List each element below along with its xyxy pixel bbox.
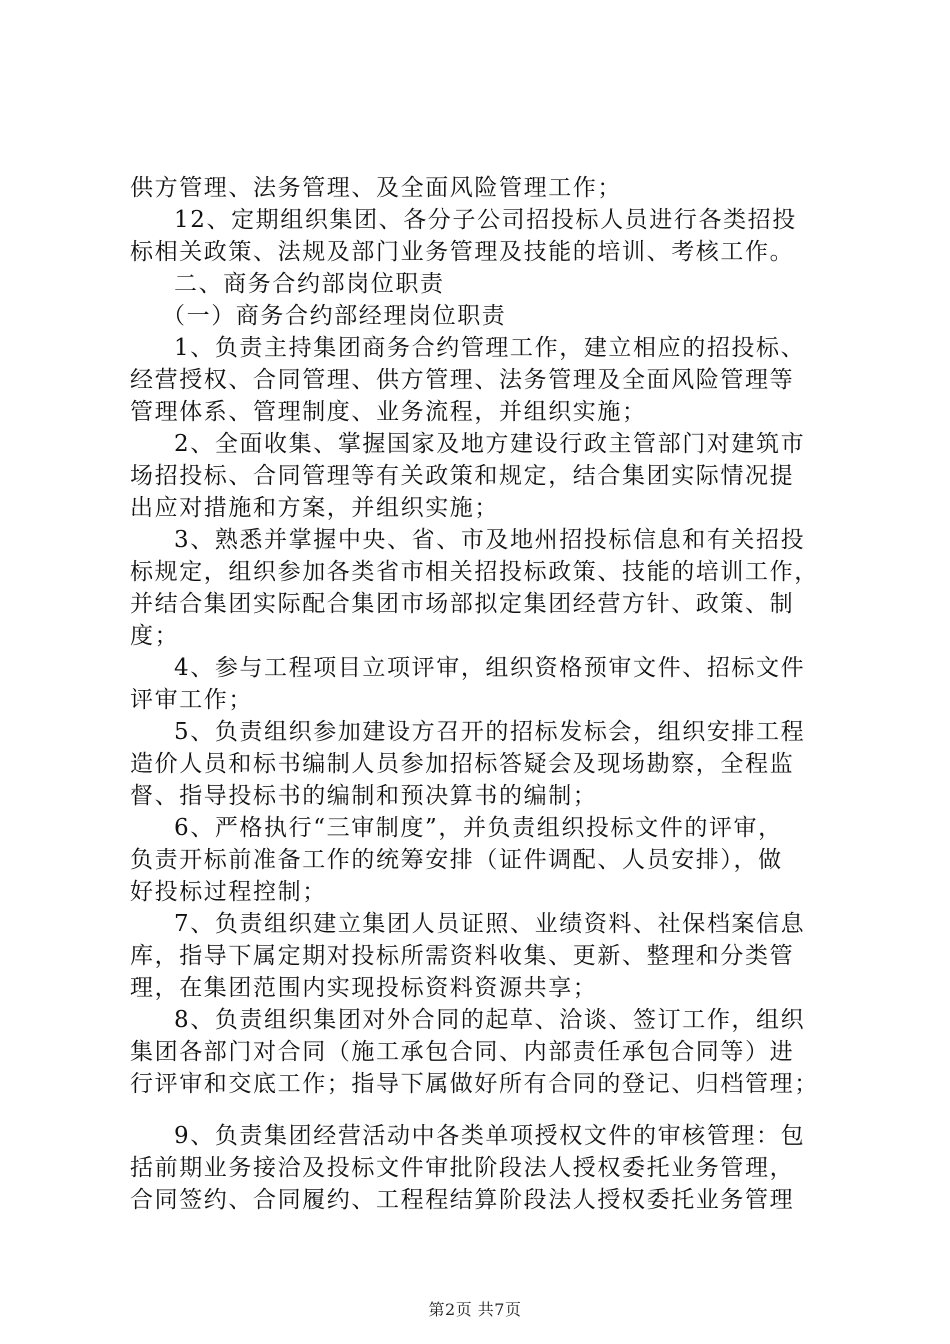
text-line: 括前期业务接洽及投标文件审批阶段法人授权委托业务管理， bbox=[130, 1155, 795, 1181]
text-line: 负责开标前准备工作的统筹安排（证件调配、人员安排），做 bbox=[130, 847, 783, 873]
text-line: 出应对措施和方案，并组织实施； bbox=[130, 495, 499, 521]
page-footer: 第2页 共7页 bbox=[428, 1300, 522, 1319]
text-line: 管理体系、管理制度、业务流程，并组织实施； bbox=[130, 399, 647, 425]
text-line: 集团各部门对合同（施工承包合同、内部责任承包合同等）进 bbox=[130, 1039, 795, 1065]
text-line: 经营授权、合同管理、供方管理、法务管理及全面风险管理等 bbox=[130, 367, 795, 393]
text-line: 标规定，组织参加各类省市相关招投标政策、技能的培训工作， bbox=[130, 559, 819, 585]
text-line: 库，指导下属定期对投标所需资料收集、更新、整理和分类管 bbox=[130, 943, 795, 969]
text-line: 12、定期组织集团、各分子公司招投标人员进行各类招投 bbox=[174, 207, 797, 233]
text-line: 标相关政策、法规及部门业务管理及技能的培训、考核工作。 bbox=[130, 239, 795, 265]
text-line: 行评审和交底工作；指导下属做好所有合同的登记、归档管理； bbox=[130, 1071, 819, 1097]
paragraph-gap bbox=[130, 1100, 840, 1120]
text-line: 理，在集团范围内实现投标资料资源共享； bbox=[130, 975, 598, 1001]
text-line: 5、负责组织参加建设方召开的招标发标会，组织安排工程 bbox=[174, 719, 806, 745]
text-line: 9、负责集团经营活动中各类单项授权文件的审核管理：包 bbox=[174, 1123, 806, 1149]
text-line: 1、负责主持集团商务合约管理工作，建立相应的招投标、 bbox=[174, 335, 806, 361]
text-line: 供方管理、法务管理、及全面风险管理工作； bbox=[130, 175, 622, 201]
text-line: 2、全面收集、掌握国家及地方建设行政主管部门对建筑市 bbox=[174, 431, 806, 457]
text-line: 度； bbox=[130, 623, 180, 649]
text-line: 评审工作； bbox=[130, 687, 253, 713]
text-line: 造价人员和标书编制人员参加招标答疑会及现场勘察，全程监 bbox=[130, 751, 795, 777]
text-line: 3、熟悉并掌握中央、省、市及地州招投标信息和有关招投 bbox=[174, 527, 806, 553]
text-line: 7、负责组织建立集团人员证照、业绩资料、社保档案信息 bbox=[174, 911, 806, 937]
text-line: 二、商务合约部岗位职责 bbox=[174, 271, 445, 297]
document-body bbox=[130, 172, 840, 1216]
text-line: 场招投标、合同管理等有关政策和规定，结合集团实际情况提 bbox=[130, 463, 795, 489]
text-line: 并结合集团实际配合集团市场部拟定集团经营方针、政策、制 bbox=[130, 591, 795, 617]
text-line: 好投标过程控制； bbox=[130, 879, 327, 905]
text-line: 督、指导投标书的编制和预决算书的编制； bbox=[130, 783, 598, 809]
text-line: 合同签约、合同履约、工程程结算阶段法人授权委托业务管理 bbox=[130, 1187, 795, 1213]
text-line: （一）商务合约部经理岗位职责 bbox=[162, 303, 507, 329]
text-line: 8、负责组织集团对外合同的起草、洽谈、签订工作，组织 bbox=[174, 1007, 806, 1033]
text-line: 4、参与工程项目立项评审，组织资格预审文件、招标文件 bbox=[174, 655, 806, 681]
text-line: 6、严格执行“三审制度”，并负责组织投标文件的评审， bbox=[174, 815, 783, 841]
